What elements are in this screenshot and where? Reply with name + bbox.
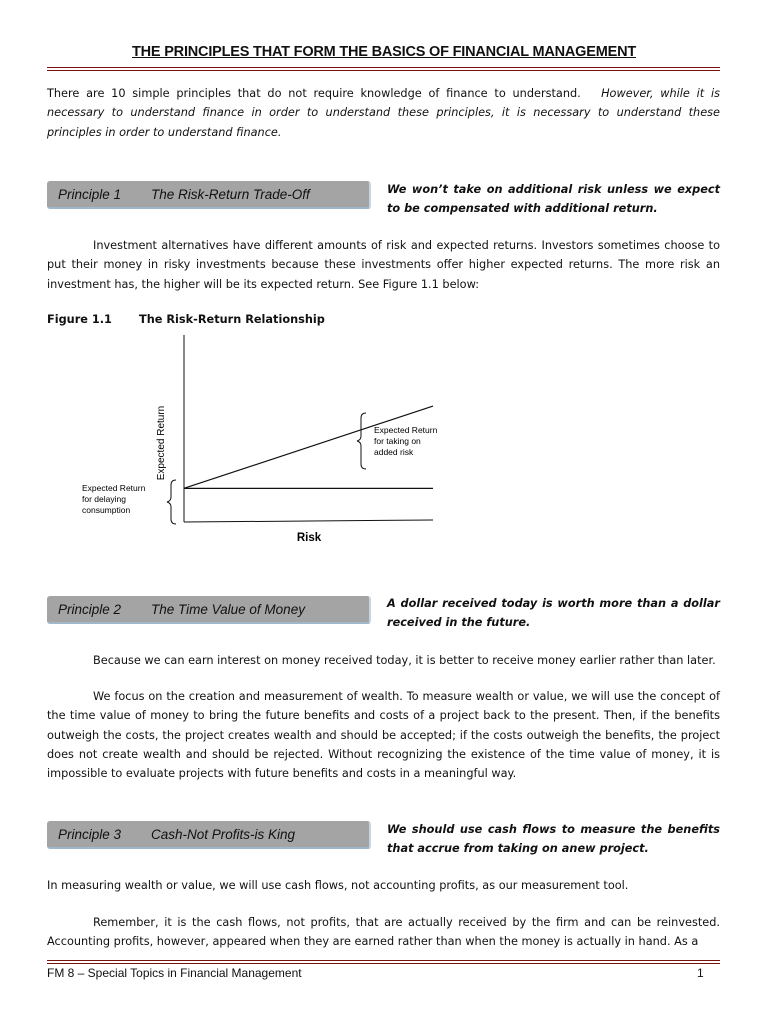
added-risk-label-2: for taking on <box>374 436 421 446</box>
x-axis-label: Risk <box>296 532 322 544</box>
principle-3-quote: We should use cash flows to measure the benefits that accrue from taking on anew project. <box>387 823 720 855</box>
principle-1-title: The Risk-Return Trade-Off <box>151 187 310 202</box>
intro-paragraph <box>47 84 720 142</box>
risk-return-paragraph: Investment alternatives have different amounts of risk and expected returns. Investors sometimes choose to put their money in risky investments because these investments offer higher expected returns. The more risk an investment has, the higher will be its expected return. See Figure 1.1 below: <box>47 239 720 291</box>
added-risk-label-3: added risk <box>374 447 414 457</box>
added-risk-label-1: Expected Return <box>374 425 438 435</box>
footer-page-number: 1 <box>697 966 704 980</box>
delay-label-3: consumption <box>82 505 131 515</box>
principle-3-number: Principle 3 <box>58 827 122 842</box>
figure-label: Figure 1.1 <box>47 313 112 326</box>
top-rule <box>47 67 720 71</box>
principle-1-number: Principle 1 <box>58 187 122 202</box>
intro-regular: There are 10 simple principles that do not require knowledge of finance to understand. <box>47 87 581 100</box>
principle-2-quote: A dollar received today is worth more than a dollar received in the future. <box>387 597 720 629</box>
intro-italic: However, while it is necessary to understand finance in order to understand these principles, it is necessary to understand these principles in order to understand finance. <box>47 87 721 139</box>
time-value-paragraph-1: Because we can earn interest on money received today, it is better to receive money earlier rather than later. <box>93 654 716 667</box>
delay-label-2: for delaying <box>82 494 126 504</box>
added-risk-brace <box>357 413 366 469</box>
principle-3-box <box>47 821 371 849</box>
principle-1-box <box>47 181 371 209</box>
principle-2-number: Principle 2 <box>58 602 122 617</box>
cash-flow-paragraph-1: In measuring wealth or value, we will use cash flows, not accounting profits, as our measurement tool. <box>47 879 629 892</box>
cash-flow-paragraph-2: Remember, it is the cash flows, not profits, that are actually received by the firm and can be reinvested. Accounting profits, however, appeared when they are earned rather than when the money is actually in hand. As a <box>47 916 720 949</box>
bottom-rule <box>47 960 720 964</box>
risk-return-chart <box>60 325 460 550</box>
y-axis-label: Expected Return <box>156 405 167 481</box>
principle-2-box <box>47 596 371 624</box>
principle-3-title: Cash-Not Profits-is King <box>151 827 296 842</box>
delay-brace <box>167 480 176 524</box>
page-title: THE PRINCIPLES THAT FORM THE BASICS OF FINANCIAL MANAGEMENT <box>131 44 637 60</box>
delay-label-1: Expected Return <box>82 483 146 493</box>
x-axis-line <box>184 520 433 522</box>
principle-1-quote: We won’t take on additional risk unless we expect to be compensated with additional return. <box>387 183 720 215</box>
footer-course: FM 8 – Special Topics in Financial Management <box>47 966 302 980</box>
time-value-paragraph-2: We focus on the creation and measurement of wealth. To measure wealth or value, we will use the concept of the time value of money to bring the future benefits and costs of a project back to the present. Then, if the benefits outweigh the costs, the project creates wealth and should be accepted; if the costs outweigh the benefits, the project does not create wealth and should be rejected. Without recognizing the existence of the time value of money, it is impossible to evaluate projects with future benefits and costs in a meaningful way. <box>47 690 720 781</box>
principle-2-title: The Time Value of Money <box>151 602 305 617</box>
figure-title: The Risk-Return Relationship <box>139 313 325 326</box>
